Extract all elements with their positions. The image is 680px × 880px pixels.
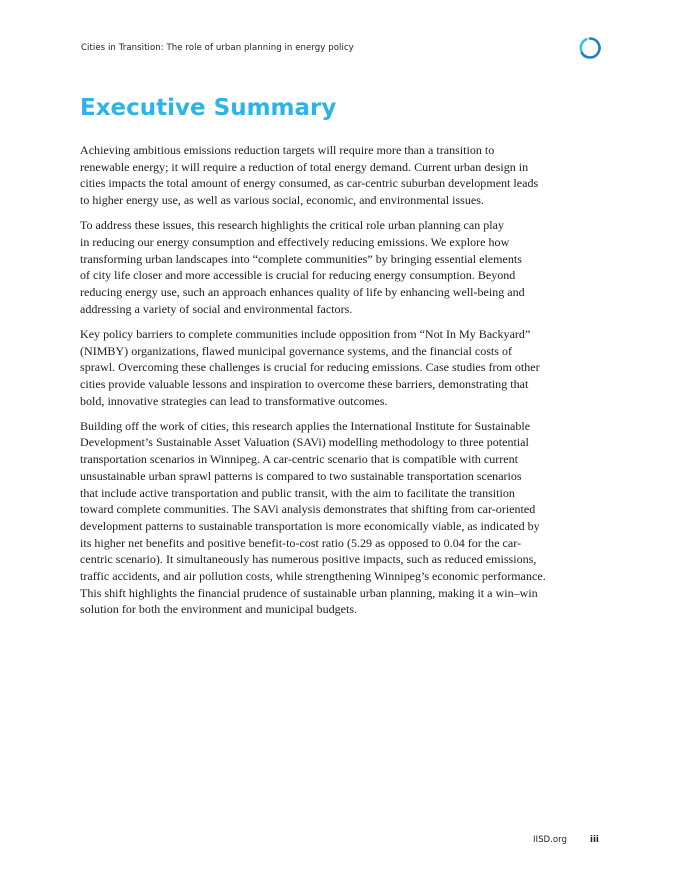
text-line: Key policy barriers to complete communities include opposition from “Not In My Backyard” [80, 326, 531, 341]
text-line: (NIMBY) organizations, flawed municipal governance systems, and the financial costs of [80, 343, 513, 358]
body-text [80, 142, 620, 627]
text-line: cities impacts the total amount of energy consumed, as car-centric suburban development leads [80, 176, 539, 191]
text-line: unsustainable urban sprawl patterns is compared to two sustainable transportation scenarios [80, 468, 522, 483]
text-line: addressing a variety of social and environmental factors. [80, 301, 353, 316]
text-line: its higher net benefits and positive benefit-to-cost ratio (5.29 as opposed to 0.04 for the car- [80, 535, 522, 550]
text-line: Achieving ambitious emissions reduction targets will require more than a transition to [80, 143, 495, 157]
running-header-title: Cities in Transition: The role of urban planning in energy policy [81, 43, 354, 53]
text-line: To address these issues, this research highlights the critical role urban planning can play [80, 218, 505, 233]
paragraph [80, 142, 620, 209]
logo-arc-inner [581, 39, 587, 50]
text-line: development patterns to sustainable transportation is more economically viable, as indicated by [80, 518, 540, 533]
text-line: sprawl. Overcoming these challenges is crucial for reducing emissions. Case studies from other [80, 360, 540, 375]
text-line: bold, innovative strategies can lead to transformative outcomes. [80, 393, 388, 408]
paragraph [80, 326, 620, 410]
page-number: iii [590, 835, 599, 845]
page-heading: Executive Summary [80, 95, 337, 121]
text-line: traffic accidents, and air pollution costs, while strengthening Winnipeg’s economic performance. [80, 569, 546, 584]
text-line: Building off the work of cities, this research applies the International Institute for Sustainable [80, 418, 531, 433]
text-line: solution for both the environment and municipal budgets. [80, 602, 358, 617]
text-line: Development’s Sustainable Asset Valuation (SAVi) modelling methodology to three potential [80, 435, 529, 450]
text-line: transforming urban landscapes into “complete communities” by bringing essential elements [80, 251, 522, 266]
text-line: in reducing our energy consumption and effectively reducing emissions. We explore how [80, 234, 510, 249]
text-line: reducing energy use, such an approach enhances quality of life by enhancing well-being and [80, 285, 525, 300]
text-line: toward complete communities. The SAVi analysis demonstrates that shifting from car-oriented [80, 502, 536, 517]
footer-site-link[interactable]: IISD.org [533, 835, 567, 845]
paragraph [80, 418, 620, 618]
text-line: transportation scenarios in Winnipeg. A car-centric scenario that is compatible with current [80, 452, 518, 467]
paragraph [80, 217, 620, 317]
text-line: of city life closer and more accessible is crucial for reducing energy consumption. Beyond [80, 268, 516, 283]
iisd-ring-logo-icon [578, 36, 602, 60]
text-line: cities provide valuable lessons and inspiration to overcome these barriers, demonstrating that [80, 376, 529, 391]
text-line: centric scenario). It simultaneously has numerous positive impacts, such as reduced emissions, [80, 552, 537, 567]
text-line: that include active transportation and public transit, with the aim to facilitate the transition [80, 485, 515, 500]
text-line: renewable energy; it will require a reduction of total energy demand. Current urban design in [80, 159, 529, 174]
text-line: to higher energy use, as well as various social, economic, and environmental issues. [80, 193, 484, 208]
text-line: This shift highlights the financial prudence of sustainable urban planning, making it a win–win [80, 585, 538, 600]
